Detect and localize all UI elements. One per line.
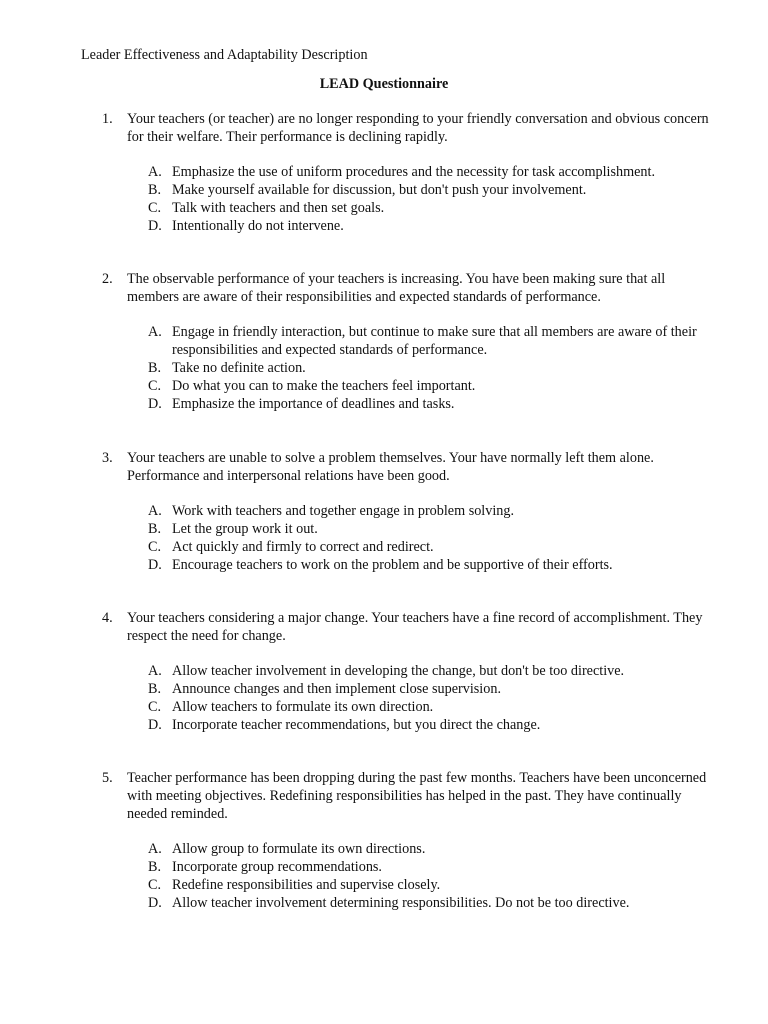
question-text: Your teachers (or teacher) are no longer responding to your friendly conversation and obvious concern for their welfare. Their performance is declining rapidly. bbox=[127, 111, 709, 145]
option-text: Emphasize the use of uniform procedures and the necessity for task accomplishment. bbox=[172, 164, 656, 180]
option-list bbox=[102, 323, 712, 413]
option-b bbox=[148, 181, 712, 199]
option-list bbox=[102, 163, 712, 235]
option-letter: B. bbox=[148, 182, 162, 198]
question-4 bbox=[102, 609, 712, 734]
document-title: LEAD Questionnaire bbox=[319, 76, 449, 92]
option-letter: C. bbox=[148, 378, 162, 394]
option-letter: D. bbox=[148, 717, 162, 733]
question-text: Your teachers are unable to solve a problem themselves. Your have normally left them alone. Performance and interpersonal relations have been good. bbox=[127, 450, 654, 484]
option-text: Emphasize the importance of deadlines and tasks. bbox=[172, 396, 455, 412]
option-d bbox=[148, 217, 712, 235]
option-letter: A. bbox=[148, 164, 162, 180]
option-text: Make yourself available for discussion, but don't push your involvement. bbox=[172, 182, 587, 198]
question-text: Teacher performance has been dropping during the past few months. Teachers have been unconcerned with meeting objectives. Redefining responsibilities has helped in the past. They have continually needed reminded. bbox=[127, 770, 707, 822]
option-letter: B. bbox=[148, 859, 162, 875]
option-list bbox=[102, 840, 712, 912]
option-c bbox=[148, 876, 712, 894]
option-letter: D. bbox=[148, 895, 162, 911]
option-letter: D. bbox=[148, 396, 162, 412]
option-list bbox=[102, 502, 712, 574]
option-letter: A. bbox=[148, 841, 162, 857]
option-b bbox=[148, 359, 712, 377]
option-d bbox=[148, 894, 712, 912]
option-text: Allow teacher involvement in developing the change, but don't be too directive. bbox=[172, 663, 625, 679]
option-a bbox=[148, 163, 712, 181]
option-b bbox=[148, 858, 712, 876]
option-list bbox=[102, 662, 712, 734]
option-d bbox=[148, 556, 712, 574]
question-number: 5. bbox=[102, 770, 113, 786]
question-stem bbox=[102, 449, 712, 485]
question-text: Your teachers considering a major change. Your teachers have a fine record of accomplishment. They respect the need for change. bbox=[127, 610, 703, 644]
option-text: Do what you can to make the teachers feel important. bbox=[172, 378, 476, 394]
option-letter: D. bbox=[148, 557, 162, 573]
option-text: Talk with teachers and then set goals. bbox=[172, 200, 385, 216]
option-letter: B. bbox=[148, 681, 162, 697]
option-text: Incorporate group recommendations. bbox=[172, 859, 382, 875]
question-3 bbox=[102, 449, 712, 574]
option-text: Allow group to formulate its own directions. bbox=[172, 841, 426, 857]
option-d bbox=[148, 395, 712, 413]
option-text: Encourage teachers to work on the problem and be supportive of their efforts. bbox=[172, 557, 613, 573]
question-text: The observable performance of your teachers is increasing. You have been making sure that all members are aware of their responsibilities and expected standards of performance. bbox=[127, 271, 666, 305]
option-letter: A. bbox=[148, 503, 162, 519]
option-letter: C. bbox=[148, 200, 162, 216]
option-letter: D. bbox=[148, 218, 162, 234]
option-letter: C. bbox=[148, 539, 162, 555]
option-text: Take no definite action. bbox=[172, 360, 306, 376]
question-2 bbox=[102, 270, 712, 413]
question-stem bbox=[102, 270, 712, 306]
option-text: Act quickly and firmly to correct and redirect. bbox=[172, 539, 434, 555]
option-a bbox=[148, 323, 712, 359]
option-letter: A. bbox=[148, 324, 162, 340]
question-1 bbox=[102, 110, 712, 235]
option-a bbox=[148, 502, 712, 520]
option-d bbox=[148, 716, 712, 734]
option-c bbox=[148, 538, 712, 556]
option-b bbox=[148, 680, 712, 698]
option-b bbox=[148, 520, 712, 538]
option-text: Allow teachers to formulate its own direction. bbox=[172, 699, 434, 715]
option-letter: C. bbox=[148, 699, 162, 715]
option-letter: B. bbox=[148, 521, 162, 537]
option-text: Work with teachers and together engage in problem solving. bbox=[172, 503, 515, 519]
question-5 bbox=[102, 769, 712, 912]
option-a bbox=[148, 662, 712, 680]
option-letter: A. bbox=[148, 663, 162, 679]
option-c bbox=[148, 377, 712, 395]
option-c bbox=[148, 698, 712, 716]
option-text: Engage in friendly interaction, but continue to make sure that all members are aware of their responsibilities and expected standards of performance. bbox=[172, 324, 697, 358]
option-text: Allow teacher involvement determining responsibilities. Do not be too directive. bbox=[172, 895, 630, 911]
question-stem bbox=[102, 769, 712, 823]
option-text: Let the group work it out. bbox=[172, 521, 318, 537]
question-stem bbox=[102, 609, 712, 645]
option-c bbox=[148, 199, 712, 217]
option-text: Announce changes and then implement close supervision. bbox=[172, 681, 501, 697]
question-number: 4. bbox=[102, 610, 113, 626]
option-text: Incorporate teacher recommendations, but you direct the change. bbox=[172, 717, 541, 733]
option-a bbox=[148, 840, 712, 858]
document-header: Leader Effectiveness and Adaptability Description bbox=[81, 47, 368, 63]
option-letter: C. bbox=[148, 877, 162, 893]
question-number: 3. bbox=[102, 450, 113, 466]
option-text: Intentionally do not intervene. bbox=[172, 218, 344, 234]
question-stem bbox=[102, 110, 712, 146]
question-number: 2. bbox=[102, 271, 113, 287]
option-letter: B. bbox=[148, 360, 162, 376]
question-number: 1. bbox=[102, 111, 113, 127]
option-text: Redefine responsibilities and supervise closely. bbox=[172, 877, 441, 893]
